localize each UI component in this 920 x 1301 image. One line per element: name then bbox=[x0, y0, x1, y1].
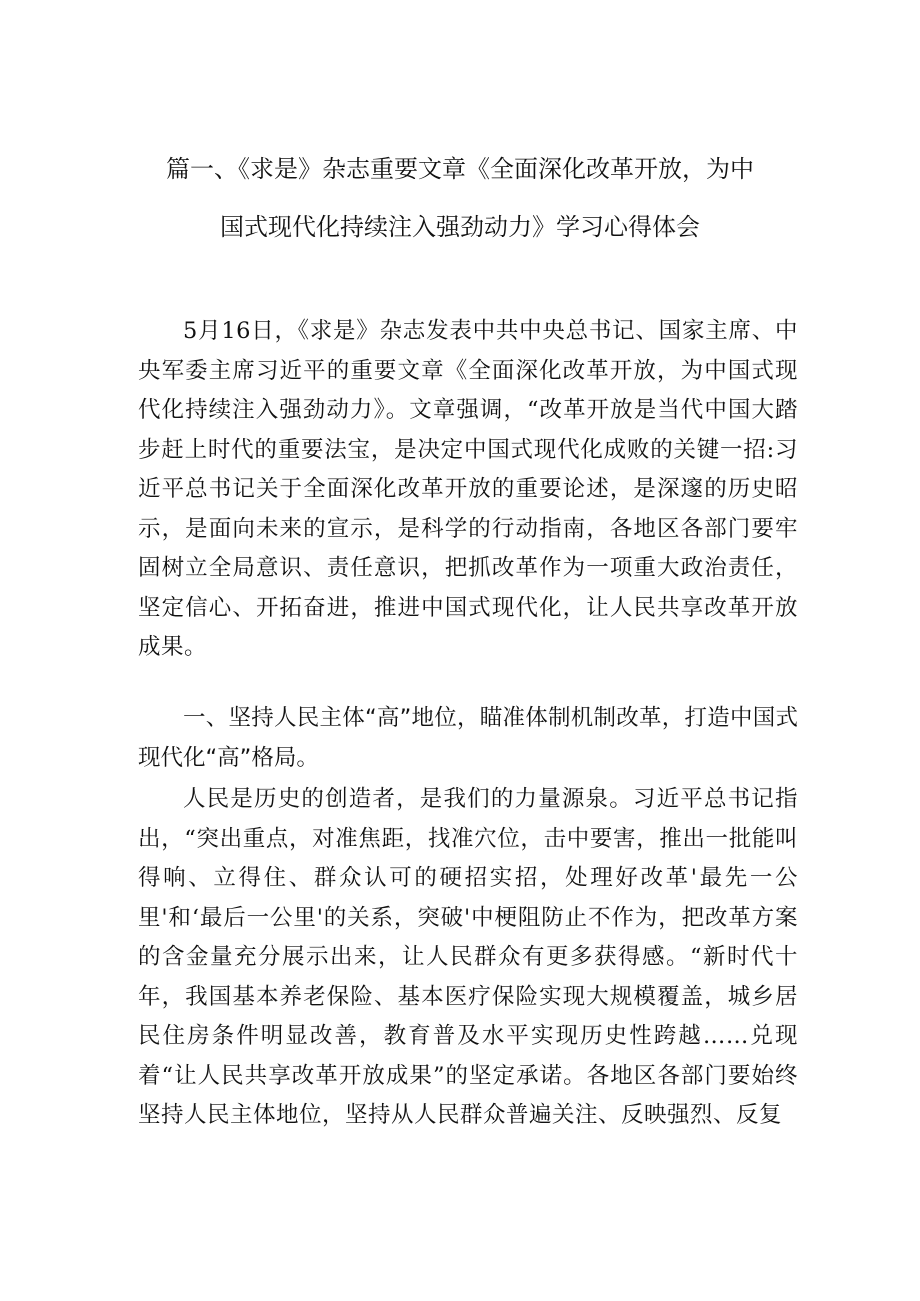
document-title bbox=[100, 140, 820, 256]
title-line-1: 篇一、《求是》杂志重要文章《全面深化改革开放，为中 bbox=[166, 155, 754, 183]
body-paragraph-2: 人民是历史的创造者，是我们的力量源泉。习近平总书记指出，“突出重点，对准焦距，找准穴位，击中要害，推出一批能叫得响、立得住、群众认可的硬招实招，处理好改革'最先一公里'和‘最后一公里'的关系，突破'中梗阻防止不作为，把改革方案的含金量充分展示出来，让人民群众有更多获得感。“新时代十年，我国基本养老保险、基本医疗保险实现大规模覆盖，城乡居民住房条件明显改善，教育普及水平实现历史性跨越……兑现着“让人民共享改革开放成果”的坚定承诺。各地区各部门要始终坚持人民主体地位，坚持从人民群众普遍关注、反映强烈、反复 bbox=[138, 786, 798, 1128]
body-paragraph-1: 5月16日，《求是》杂志发表中共中央总书记、国家主席、中央军委主席习近平的重要文章《全面深化改革开放，为中国式现代化持续注入强劲动力》。文章强调，“改革开放是当代中国大踏步赶上时代的重要法宝，是决定中国式现代化成败的关键一招:习近平总书记关于全面深化改革开放的重要论述，是深邃的历史昭示，是面向未来的宣示，是科学的行动指南，各地区各部门要牢固树立全局意识、责任意识，把抓改革作为一项重大政治责任，坚定信心、开拓奋进，推进中国式现代化，让人民共享改革开放成果。 bbox=[138, 318, 798, 660]
title-line-2: 国式现代化持续注入强劲动力》学习心得体会 bbox=[220, 213, 700, 241]
section-heading-1: 一、坚持人民主体“高”地位，瞄准体制机制改革，打造中国式现代化“高”格局。 bbox=[138, 705, 798, 771]
